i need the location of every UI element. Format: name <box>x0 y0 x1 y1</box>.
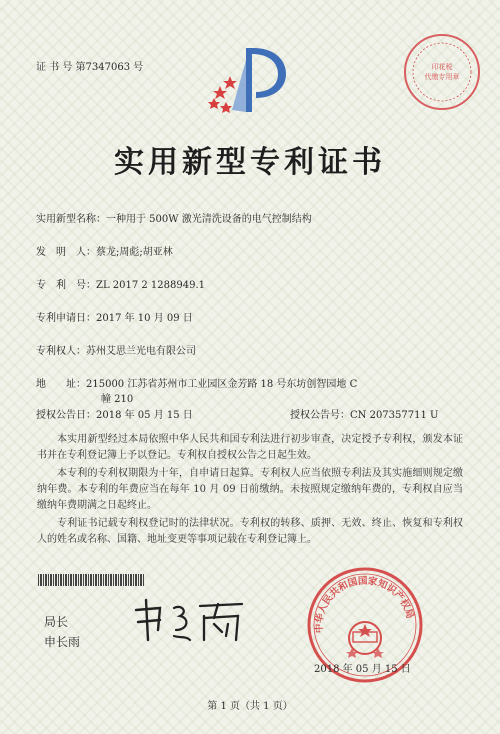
field-inventor <box>36 243 173 258</box>
field-address <box>36 375 357 390</box>
field-address-line2: 幢 210 <box>101 394 134 405</box>
inventor-value: 蔡龙;周彪;胡亚林 <box>96 247 173 258</box>
paragraph-grant: 本实用新型经过本局依照中华人民共和国专利法进行初步审查，决定授予专利权，颁发本证书并在专利登记簿上予以登记。专利权自授权公告之日起生效。 <box>37 434 463 461</box>
svg-text:中华人民共和国国家知识产权局: 中华人民共和国国家知识产权局 <box>313 575 416 634</box>
page-indicator: 第 1 页（共 1 页） <box>207 701 293 712</box>
paragraph-legal-status: 专利证书记载专利权登记时的法律状况。专利权的转移、质押、无效、终止、恢复和专利权人的姓名或名称、国籍、地址变更等事项记载在专利登记簿上。 <box>37 518 463 545</box>
inventor-label: 发 明 人： <box>36 247 96 258</box>
cert-no-suffix: 号 <box>133 62 144 73</box>
tax-stamp-line1: 印花税 <box>431 63 453 71</box>
signature-titles <box>44 612 80 652</box>
cert-no-value: 7347063 <box>85 62 131 73</box>
address-value: 215000 江苏省苏州市工业园区金芳路 18 号东坊创智园地 C <box>86 379 358 390</box>
barcode <box>38 574 144 586</box>
signature-date: 2018 年 05 月 15 日 <box>314 664 411 675</box>
director-name: 申长雨 <box>44 635 81 649</box>
field-grant-date <box>36 406 193 421</box>
page-title: 实用新型专利证书 <box>114 145 386 180</box>
field-patent-number <box>36 276 205 291</box>
patentee-label: 专利权人： <box>36 346 86 357</box>
certificate-number <box>36 58 143 73</box>
field-grant-number <box>290 406 438 421</box>
tax-stamp-line2: 代缴专用章 <box>424 73 460 81</box>
application-date-label: 专利申请日： <box>36 313 96 324</box>
utility-name-label: 实用新型名称： <box>36 214 106 225</box>
handwritten-signature-icon <box>130 596 250 646</box>
grant-date-label: 授权公告日： <box>36 410 96 421</box>
application-date-value: 2017 年 10 月 09 日 <box>96 313 193 324</box>
utility-name-value: 一种用于 500W 激光清洗设备的电气控制结构 <box>106 214 312 225</box>
cnipa-logo-icon <box>206 40 302 120</box>
patent-number-value: ZL 2017 2 1288949.1 <box>96 280 206 291</box>
field-patentee <box>36 342 196 357</box>
grant-number-label: 授权公告号： <box>290 410 350 421</box>
grant-date-value: 2018 年 05 月 15 日 <box>96 410 193 421</box>
address-label: 地 址： <box>36 379 86 390</box>
paragraph-term: 本专利的专利权期限为十年，自申请日起算。专利权人应当依照专利法及其实施细则规定缴纳年费。本专利的年费应当在每年 10 月 09 日前缴纳。未按照规定缴纳年费的，专利权自应当缴纳年费期满之日起终止。 <box>37 468 463 511</box>
field-application-date <box>36 309 193 324</box>
tax-stamp-seal <box>404 34 480 110</box>
cert-no-label: 证 书 号 第 <box>36 62 86 73</box>
patent-number-label: 专 利 号： <box>36 280 96 291</box>
field-utility-name <box>36 210 312 225</box>
grant-number-value: CN 207357711 U <box>350 410 439 421</box>
patentee-value: 苏州艾思兰光电有限公司 <box>86 346 196 357</box>
director-title: 局长 <box>44 615 69 629</box>
